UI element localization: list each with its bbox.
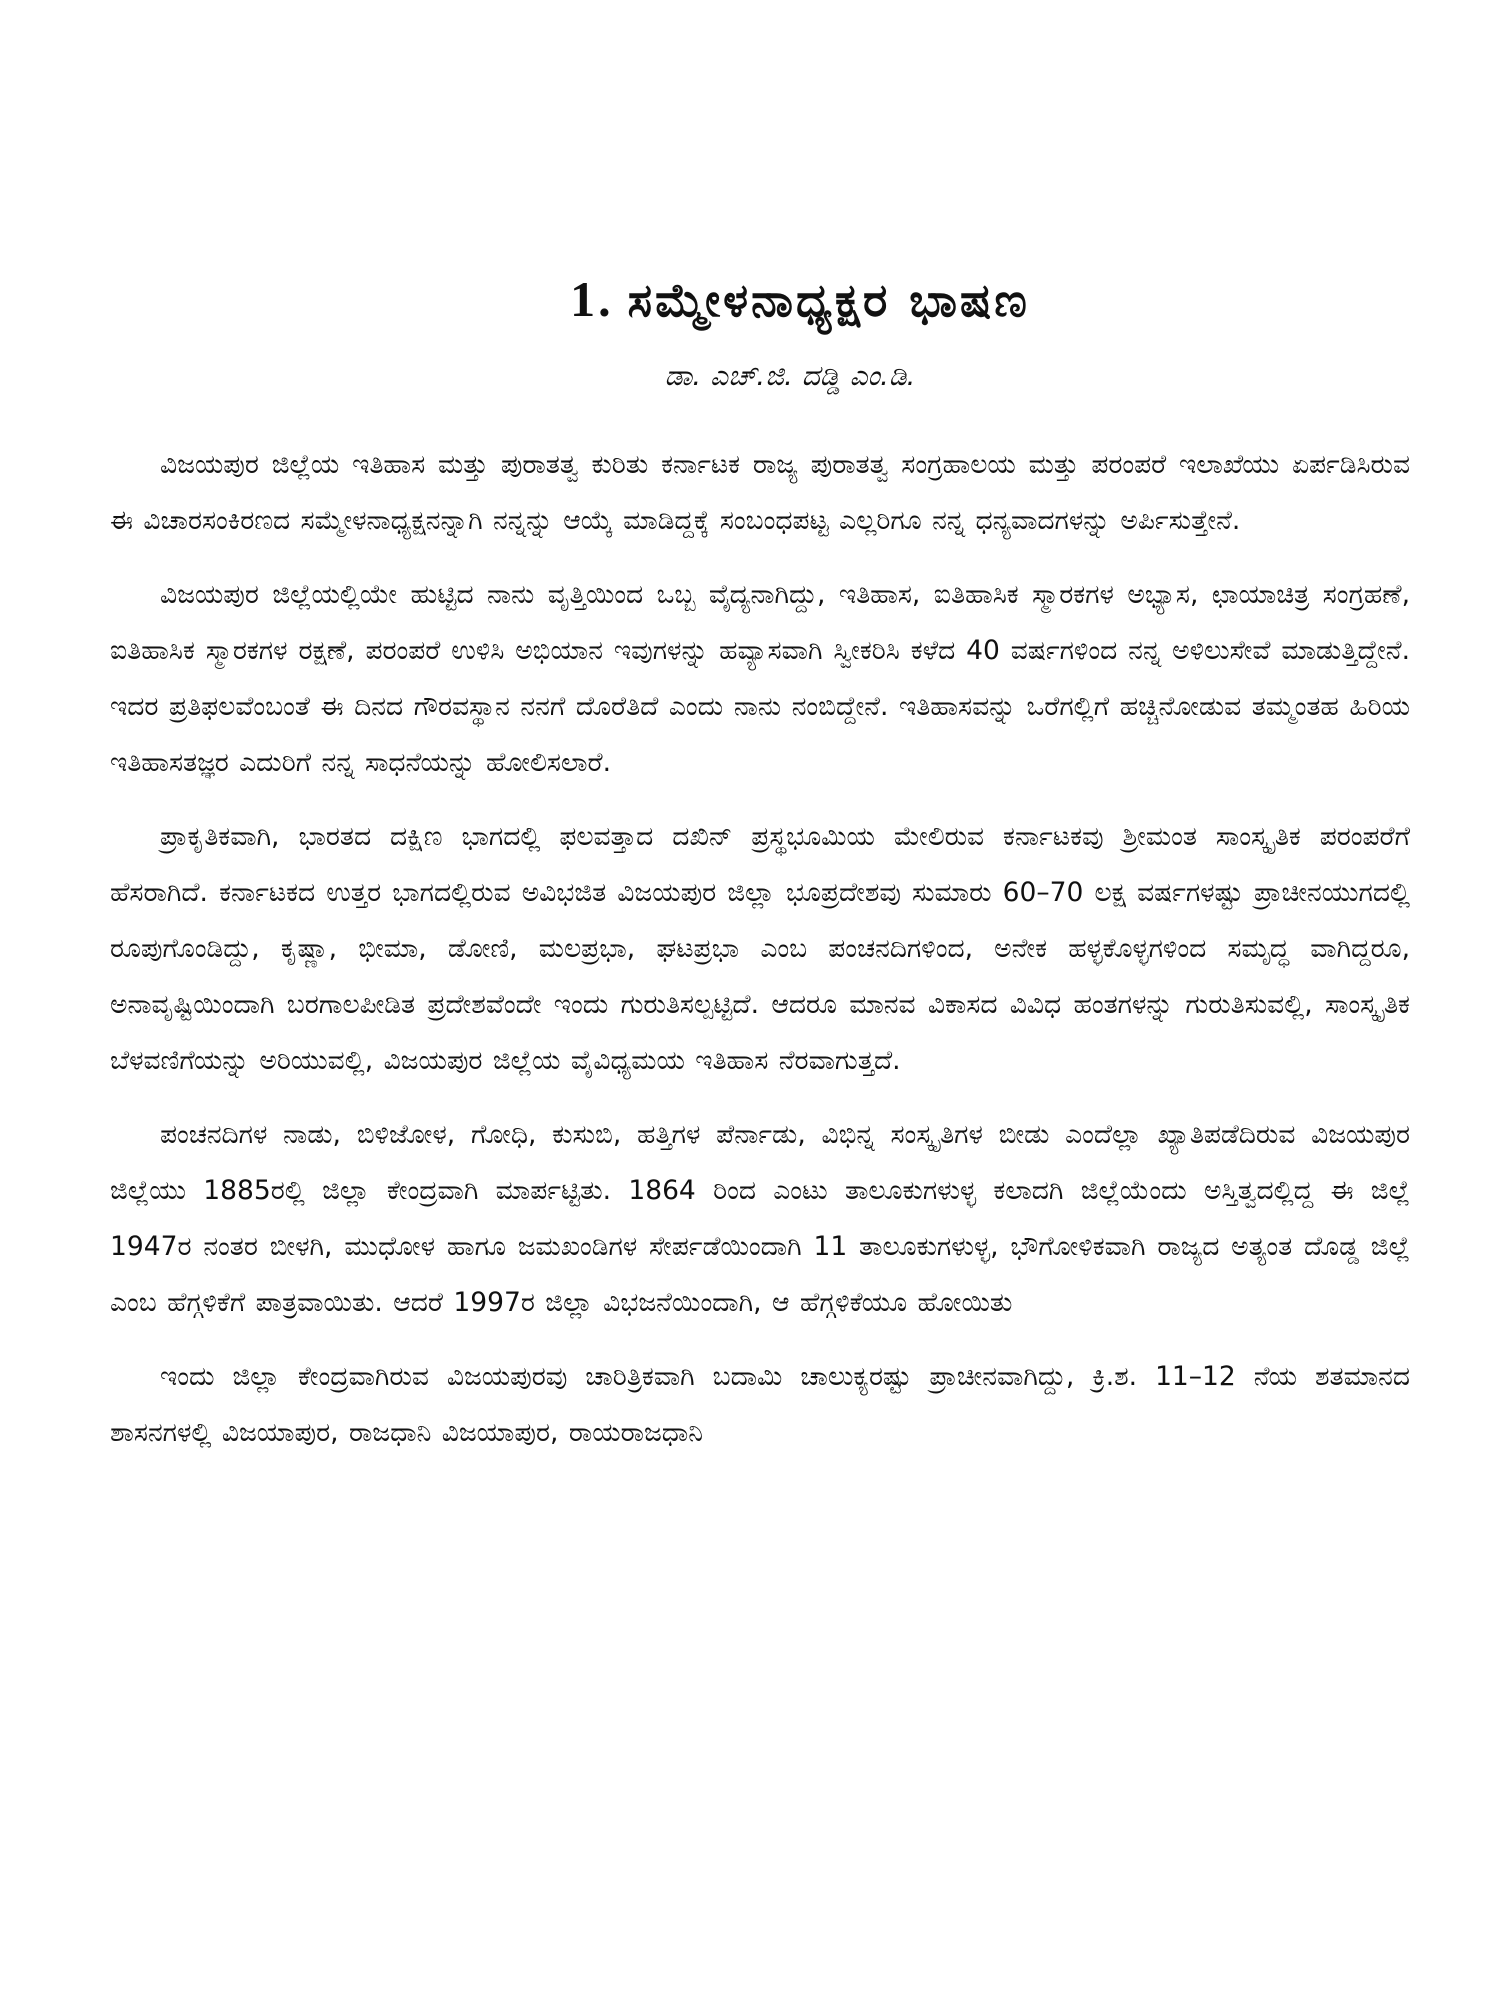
page-title [110,270,1410,329]
author-byline: ಡಾ. ಎಚ್.ಜಿ. ದಡ್ಡಿ ಎಂ.ಡಿ. [664,359,916,392]
document-page [110,270,1410,1479]
chapter-title: ಸಮ್ಮೇಳನಾಧ್ಯಕ್ಷರ ಭಾಷಣ [627,273,1030,327]
paragraph-4: ಪಂಚನದಿಗಳ ನಾಡು, ಬಿಳಿಜೋಳ, ಗೋಧಿ, ಕುಸುಬಿ, ಹತ್ತಿಗಳ ಪೆರ್ನಾಡು, ವಿಭಿನ್ನ ಸಂಸ್ಕೃತಿಗಳ ಬೀಡು ಎಂದೆಲ್ಲಾ ಖ್ಯಾತಿಪಡೆದಿರುವ ವಿಜಯಪುರ ಜಿಲ್ಲೆಯು 1885ರಲ್ಲಿ ಜಿಲ್ಲಾ ಕೇಂದ್ರವಾಗಿ ಮಾರ್ಪಟ್ಟಿತು. 1864 ರಿಂದ ಎಂಟು ತಾಲೂಕುಗಳುಳ್ಳ ಕಲಾದಗಿ ಜಿಲ್ಲೆಯೆಂದು ಅಸ್ತಿತ್ವದಲ್ಲಿದ್ದ ಈ ಜಿಲ್ಲೆ 1947ರ ನಂತರ ಬೀಳಗಿ, ಮುಧೋಳ ಹಾಗೂ ಜಮಖಂಡಿಗಳ ಸೇರ್ಪಡೆಯಿಂದಾಗಿ 11 ತಾಲೂಕುಗಳುಳ್ಳ, ಭೌಗೋಳಿಕವಾಗಿ ರಾಜ್ಯದ ಅತ್ಯಂತ ದೊಡ್ಡ ಜಿಲ್ಲೆ ಎಂಬ ಹೆಗ್ಗಳಿಕೆಗೆ ಪಾತ್ರವಾಯಿತು. ಆದರೆ 1997ರ ಜಿಲ್ಲಾ ವಿಭಜನೆಯಿಂದಾಗಿ, ಆ ಹೆಗ್ಗಳಿಕೆಯೂ ಹೋಯಿತು [110,1119,1410,1318]
paragraph-3: ಪ್ರಾಕೃತಿಕವಾಗಿ, ಭಾರತದ ದಕ್ಷಿಣ ಭಾಗದಲ್ಲಿ ಫಲವತ್ತಾದ ದಖಿನ್ ಪ್ರಸ್ಥಭೂಮಿಯ ಮೇಲಿರುವ ಕರ್ನಾಟಕವು ಶ್ರೀಮಂತ ಸಾಂಸ್ಕೃತಿಕ ಪರಂಪರೆಗೆ ಹೆಸರಾಗಿದೆ. ಕರ್ನಾಟಕದ ಉತ್ತರ ಭಾಗದಲ್ಲಿರುವ ಅವಿಭಜಿತ ವಿಜಯಪುರ ಜಿಲ್ಲಾ ಭೂಪ್ರದೇಶವು ಸುಮಾರು 60–70 ಲಕ್ಷ ವರ್ಷಗಳಷ್ಟು ಪ್ರಾಚೀನಯುಗದಲ್ಲಿ ರೂಪುಗೊಂಡಿದ್ದು, ಕೃಷ್ಣಾ, ಭೀಮಾ, ಡೋಣಿ, ಮಲಪ್ರಭಾ, ಘಟಪ್ರಭಾ ಎಂಬ ಪಂಚನದಿಗಳಿಂದ, ಅನೇಕ ಹಳ್ಳಕೊಳ್ಳಗಳಿಂದ ಸಮೃದ್ಧ ವಾಗಿದ್ದರೂ, ಅನಾವೃಷ್ಟಿಯಿಂದಾಗಿ ಬರಗಾಲಪೀಡಿತ ಪ್ರದೇಶವೆಂದೇ ಇಂದು ಗುರುತಿಸಲ್ಪಟ್ಟಿದೆ. ಆದರೂ ಮಾನವ ವಿಕಾಸದ ವಿವಿಧ ಹಂತಗಳನ್ನು ಗುರುತಿಸುವಲ್ಲಿ, ಸಾಂಸ್ಕೃತಿಕ ಬೆಳವಣಿಗೆಯನ್ನು ಅರಿಯುವಲ್ಲಿ, ವಿಜಯಪುರ ಜಿಲ್ಲೆಯ ವೈವಿಧ್ಯಮಯ ಇತಿಹಾಸ ನೆರವಾಗುತ್ತದೆ. [110,821,1410,1076]
chapter-number: 1. [570,271,614,327]
paragraph-1: ವಿಜಯಪುರ ಜಿಲ್ಲೆಯ ಇತಿಹಾಸ ಮತ್ತು ಪುರಾತತ್ವ ಕುರಿತು ಕರ್ನಾಟಕ ರಾಜ್ಯ ಪುರಾತತ್ವ ಸಂಗ್ರಹಾಲಯ ಮತ್ತು ಪರಂಪರೆ ಇಲಾಖೆಯು ಏರ್ಪಡಿಸಿರುವ ಈ ವಿಚಾರಸಂಕಿರಣದ ಸಮ್ಮೇಳನಾಧ್ಯಕ್ಷನನ್ನಾಗಿ ನನ್ನನ್ನು ಆಯ್ಕೆ ಮಾಡಿದ್ದಕ್ಕೆ ಸಂಬಂಧಪಟ್ಟ ಎಲ್ಲರಿಗೂ ನನ್ನ ಧನ್ಯವಾದಗಳನ್ನು ಅರ್ಪಿಸುತ್ತೇನೆ. [110,449,1410,536]
paragraph-2: ವಿಜಯಪುರ ಜಿಲ್ಲೆಯಲ್ಲಿಯೇ ಹುಟ್ಟಿದ ನಾನು ವೃತ್ತಿಯಿಂದ ಒಬ್ಬ ವೈದ್ಯನಾಗಿದ್ದು, ಇತಿಹಾಸ, ಐತಿಹಾಸಿಕ ಸ್ಮಾರಕಗಳ ಅಭ್ಯಾಸ, ಛಾಯಾಚಿತ್ರ ಸಂಗ್ರಹಣೆ, ಐತಿಹಾಸಿಕ ಸ್ಮಾರಕಗಳ ರಕ್ಷಣೆ, ಪರಂಪರೆ ಉಳಿಸಿ ಅಭಿಯಾನ ಇವುಗಳನ್ನು ಹವ್ಯಾಸವಾಗಿ ಸ್ವೀಕರಿಸಿ ಕಳೆದ 40 ವರ್ಷಗಳಿಂದ ನನ್ನ ಅಳಿಲುಸೇವೆ ಮಾಡುತ್ತಿದ್ದೇನೆ. ಇದರ ಪ್ರತಿಫಲವೆಂಬಂತೆ ಈ ದಿನದ ಗೌರವಸ್ಥಾನ ನನಗೆ ದೊರೆತಿದೆ ಎಂದು ನಾನು ನಂಬಿದ್ದೇನೆ. ಇತಿಹಾಸವನ್ನು ಒರೆಗಲ್ಲಿಗೆ ಹಚ್ಚಿನೋಡುವ ತಮ್ಮಂತಹ ಹಿರಿಯ ಇತಿಹಾಸತಜ್ಞರ ಎದುರಿಗೆ ನನ್ನ ಸಾಧನೆಯನ್ನು ಹೋಲಿಸಲಾರೆ. [110,579,1410,778]
paragraph-5: ಇಂದು ಜಿಲ್ಲಾ ಕೇಂದ್ರವಾಗಿರುವ ವಿಜಯಪುರವು ಚಾರಿತ್ರಿಕವಾಗಿ ಬದಾಮಿ ಚಾಲುಕ್ಯರಷ್ಟು ಪ್ರಾಚೀನವಾಗಿದ್ದು, ಕ್ರಿ.ಶ. 11–12 ನೆಯ ಶತಮಾನದ ಶಾಸನಗಳಲ್ಲಿ ವಿಜಯಾಪುರ, ರಾಜಧಾನಿ ವಿಜಯಾಪುರ, ರಾಯರಾಜಧಾನಿ [110,1361,1410,1448]
